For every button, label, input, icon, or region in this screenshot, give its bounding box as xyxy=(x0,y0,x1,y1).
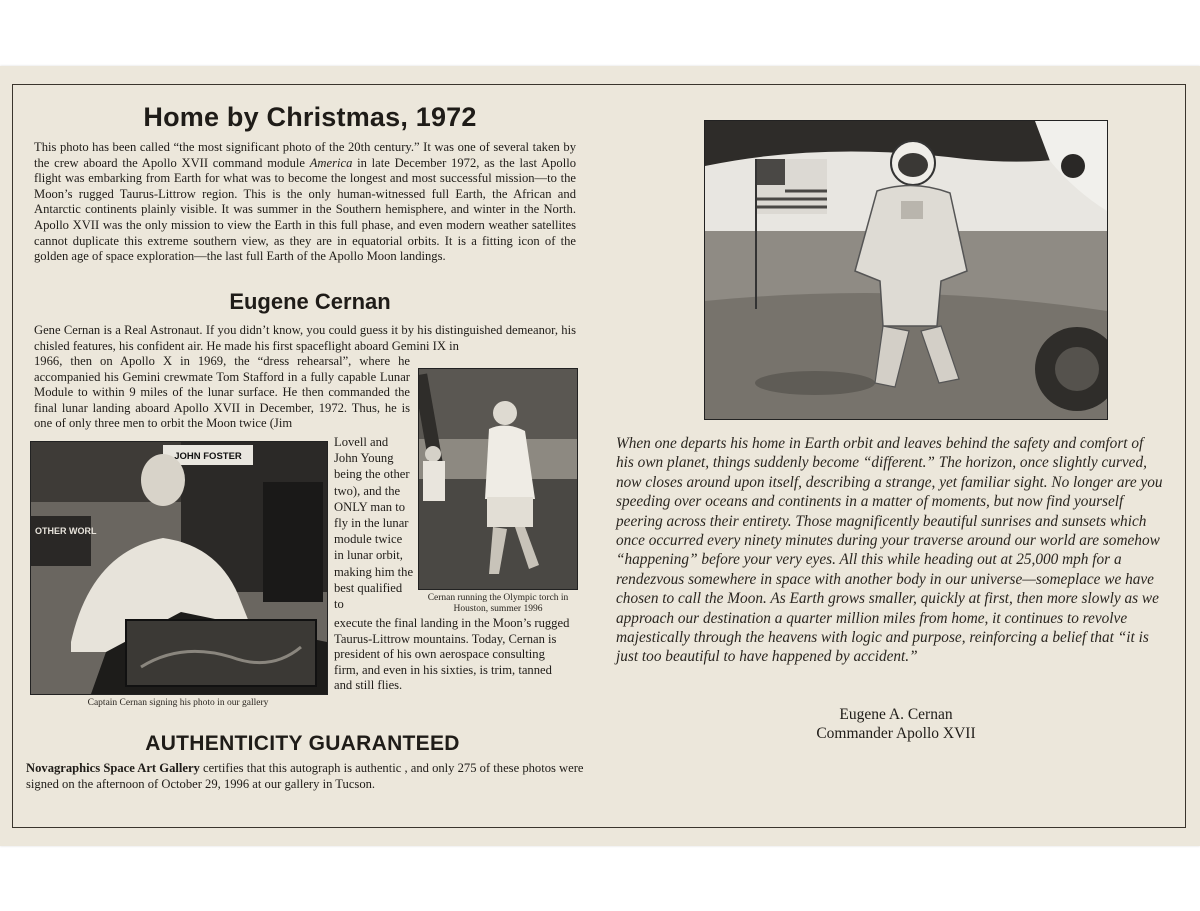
module-name: America xyxy=(309,155,353,170)
cernan-signing-photo xyxy=(30,441,328,695)
bio-paragraph-1: Gene Cernan is a Real Astronaut. If you didn’t know, you could guess it by his distinguished demeanor, his chisled features, his confident air. He made his first spaceflight aboard Gemini IX in xyxy=(34,323,576,353)
intro-paragraph xyxy=(34,140,576,265)
authenticity-heading: AUTHENTICITY GUARANTEED xyxy=(145,732,460,755)
bio-paragraph-3: Lovell and John Young being the other two), and the ONLY man to fly in the lunar module twice in lunar orbit, making him the best qualified to xyxy=(334,435,414,612)
document-sheet xyxy=(0,66,1200,846)
page-title: Home by Christmas, 1972 xyxy=(143,102,477,132)
certification-text xyxy=(26,761,586,792)
apollo-moon-photo xyxy=(704,120,1108,420)
intro-text-start: This photo has been called “the most significant photo of the 20th century.” It was one of several taken by the crew aboard the Apollo XVII command module xyxy=(34,140,576,170)
gallery-name: Novagraphics Space Art Gallery xyxy=(26,761,200,775)
gallery-sign-text: JOHN FOSTER xyxy=(174,451,242,462)
bio-heading: Eugene Cernan xyxy=(229,289,391,314)
bio-paragraph-2: 1966, then on Apollo X in 1969, the “dress rehearsal”, where he accompanied his Gemini crewmate Tom Stafford in a fully capable Lunar Module to within 9 miles of the lunar surface. He then commanded the final lunar landing aboard Apollo XVII in December, 1972. Thus, he is one of only three men to orbit the Moon twice (Jim xyxy=(34,354,410,431)
signature-title: Commander Apollo XVII xyxy=(816,725,976,742)
cernan-quote: When one departs his home in Earth orbit and leaves behind the safety and comfort of his own planet, things suddenly become “different.” The horizon, once slightly curved, now closes around upon itself, describing a strange, yet familiar sight. No longer are you speeding over oceans and continents in a matter of moments, but now find yourself peering across their entirety. Those magnificently beautiful sunrises and sunsets which once occurred every ninety minutes during your traverse around our world are somehow “happening” before your very eyes. All this while heading out at 25,000 mph for a rendezvous somewhere in space with another body in our universe—someplace we have chosen to call the Moon. As Earth grows smaller, quickly at first, then more slowly as we approach our destination a quarter million miles from home, it continues to revolve majestically through the heavens with logic and purpose, reinforcing a belief that “it is just too beautiful to have happened by accident.” xyxy=(616,435,1163,666)
signature-name: Eugene A. Cernan xyxy=(839,706,953,723)
poster-text: OTHER WORL xyxy=(35,526,97,536)
torch-run-photo xyxy=(418,368,578,590)
signing-photo-caption: Captain Cernan signing his photo in our gallery xyxy=(87,698,269,708)
certification-statement: certifies that this autograph is authentic , and only 275 of these photos were signed on the afternoon of October 29, 1996 at our gallery in Tucson. xyxy=(26,761,584,791)
torch-photo-caption: Cernan running the Olympic torch in Houston, summer 1996 xyxy=(427,593,569,614)
bio-paragraph-4: execute the final landing in the Moon’s rugged Taurus-Littrow mountains. Today, Cernan is president of his own aerospace consulting firm, and even in his sixties, is trim, tanned and still flies. xyxy=(334,616,570,693)
intro-text-end: in late December 1972, as the last Apollo flight was embarking from Earth for what was to become the longest and most successful mission—to the Moon’s rugged Taurus-Littrow region. This is the only human-witnessed full Earth, the African and Antarctic continents plainly visible. It was summer in the Southern hemisphere, and winter in the North. Apollo XVII was the only mission to view the Earth in this full phase, and even modern weather satellites cannot duplicate this extreme southern view, as they are in equatorial orbits. It is a fitting icon of the golden age of space exploration—the last full Earth of the Apollo Moon landings. xyxy=(34,155,576,264)
